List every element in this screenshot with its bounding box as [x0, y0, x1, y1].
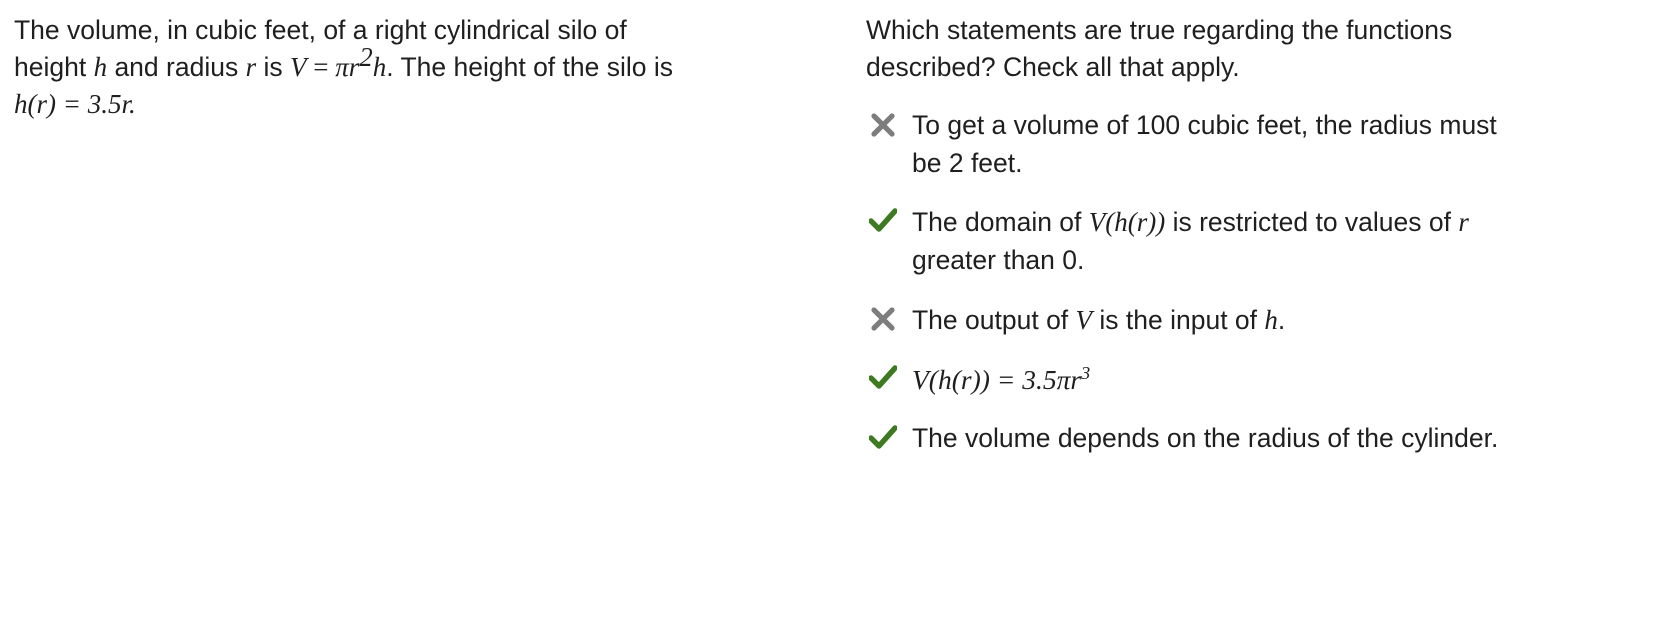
- formula-V: V: [289, 51, 307, 82]
- option-3-math-V: V: [1075, 304, 1093, 335]
- option-4-function: V(h(r)): [912, 364, 990, 396]
- problem-line-2-mid: and radius: [107, 51, 246, 82]
- height-function-value: = 3.5r.: [56, 88, 136, 119]
- option-label: [912, 420, 1498, 458]
- option-2-variable-r: r: [1458, 207, 1469, 238]
- option-4-pi: π: [1056, 364, 1071, 396]
- list-item[interactable]: [866, 420, 1636, 458]
- option-label: [912, 301, 1285, 340]
- height-function-name: h(r): [14, 88, 56, 119]
- option-3-line-1-end: .: [1277, 304, 1286, 335]
- list-item[interactable]: [866, 360, 1636, 399]
- option-3-variable-h: h: [1264, 304, 1278, 335]
- question-prompt: [866, 12, 1636, 85]
- formula-h: h: [372, 51, 387, 82]
- option-2-line-1-pre: The domain of: [912, 207, 1089, 238]
- option-4-equals: = 3.5: [989, 364, 1057, 396]
- option-4-variable-r: r: [1070, 364, 1082, 396]
- problem-line-2-post: is: [256, 51, 290, 82]
- answer-options-list: [866, 107, 1636, 458]
- question-line-1: Which statements are true regarding the functions: [866, 15, 1453, 45]
- option-label: [912, 107, 1497, 182]
- option-1-line-2: be 2 feet.: [912, 147, 1023, 178]
- cross-icon: [866, 301, 900, 332]
- option-3-line-1-post: is the input of: [1092, 304, 1265, 335]
- option-5-line-1: The volume depends on the radius of the cylinder.: [912, 423, 1499, 454]
- formula-r: r: [348, 51, 360, 82]
- option-1-line-1: To get a volume of 100 cubic feet, the radius must: [912, 110, 1497, 141]
- option-2-math: V(h(r)): [1088, 207, 1166, 238]
- option-2-line-2: greater than 0.: [912, 245, 1085, 275]
- problem-statement-column: [14, 12, 824, 123]
- list-item[interactable]: [866, 107, 1636, 182]
- problem-line-2-pre: height: [14, 51, 94, 82]
- check-icon: [866, 360, 900, 389]
- option-label: [912, 360, 1090, 399]
- problem-statement: [14, 12, 824, 123]
- list-item[interactable]: [866, 203, 1636, 279]
- option-label: [912, 203, 1469, 279]
- answers-column: [866, 12, 1636, 479]
- option-4-exponent-3: 3: [1081, 363, 1091, 384]
- option-2-line-1-post: is restricted to values of: [1165, 207, 1459, 238]
- variable-r: r: [245, 51, 257, 82]
- formula-pi: π: [335, 51, 349, 82]
- check-icon: [866, 203, 900, 232]
- option-3-line-1-pre: The output of: [912, 304, 1076, 335]
- cross-icon: [866, 107, 900, 138]
- check-icon: [866, 420, 900, 449]
- problem-line-2-end: . The height of the silo is: [386, 51, 673, 82]
- problem-line-1: The volume, in cubic feet, of a right cylindrical silo of: [14, 15, 627, 45]
- formula-equals: =: [306, 51, 336, 82]
- variable-h: h: [93, 51, 108, 82]
- list-item[interactable]: [866, 301, 1636, 340]
- question-line-2: described? Check all that apply.: [866, 51, 1240, 82]
- formula-exponent-2: 2: [359, 41, 373, 72]
